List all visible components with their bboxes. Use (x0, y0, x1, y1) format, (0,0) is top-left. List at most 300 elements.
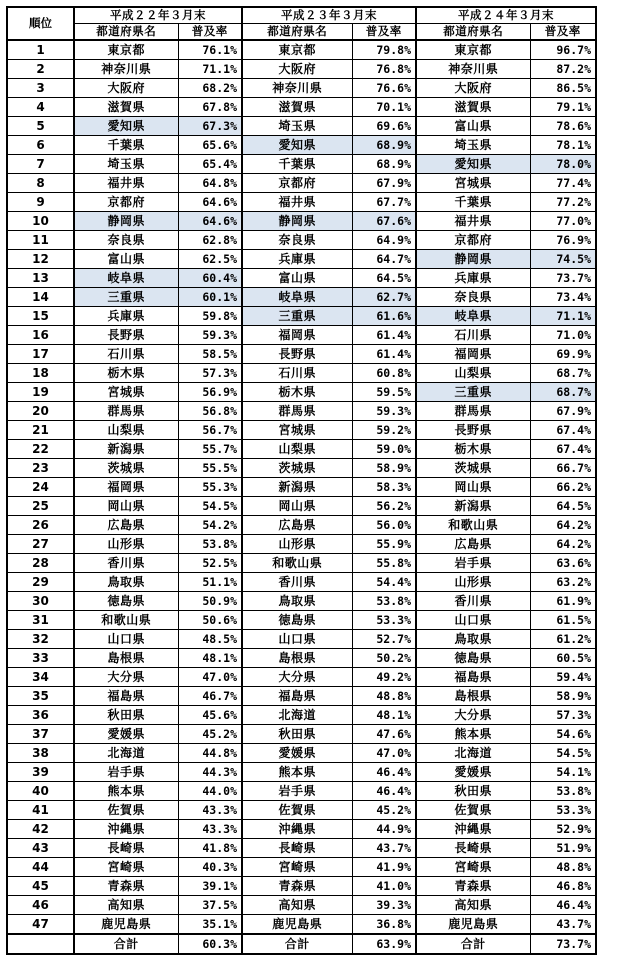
rank-cell: 21 (7, 421, 74, 440)
rate-value-h23: 56.2% (352, 497, 416, 516)
prefecture-name-h22: 高知県 (74, 896, 178, 915)
totals-label-h23: 合計 (242, 934, 352, 954)
rate-value-h23: 70.1% (352, 98, 416, 117)
prefecture-name-h24: 岡山県 (416, 478, 530, 497)
prefecture-name-h24: 岩手県 (416, 554, 530, 573)
table-row (7, 440, 596, 459)
table-row (7, 896, 596, 915)
rate-value-h23: 48.1% (352, 706, 416, 725)
rate-value-h23: 67.7% (352, 193, 416, 212)
prefecture-name-h24: 宮城県 (416, 174, 530, 193)
prefecture-name-h22: 埼玉県 (74, 155, 178, 174)
table-row (7, 858, 596, 877)
rank-header: 順位 (7, 7, 74, 40)
rate-value-h24: 64.2% (530, 516, 596, 535)
rate-value-h23: 79.8% (352, 40, 416, 60)
rate-value-h22: 48.1% (178, 649, 242, 668)
rate-value-h22: 67.8% (178, 98, 242, 117)
prefecture-name-h24: 埼玉県 (416, 136, 530, 155)
prefecture-name-h22: 山形県 (74, 535, 178, 554)
rate-value-h24: 63.2% (530, 573, 596, 592)
rate-value-h24: 74.5% (530, 250, 596, 269)
rank-cell: 10 (7, 212, 74, 231)
prefecture-name-h22: 群馬県 (74, 402, 178, 421)
rate-value-h23: 59.0% (352, 440, 416, 459)
prefecture-name-h23: 東京都 (242, 40, 352, 60)
table-row (7, 478, 596, 497)
rate-value-h23: 48.8% (352, 687, 416, 706)
rate-value-h24: 63.6% (530, 554, 596, 573)
rate-value-h24: 64.2% (530, 535, 596, 554)
prefecture-name-h24: 神奈川県 (416, 60, 530, 79)
rate-value-h22: 56.8% (178, 402, 242, 421)
rank-cell: 29 (7, 573, 74, 592)
rank-cell: 30 (7, 592, 74, 611)
rate-value-h23: 67.6% (352, 212, 416, 231)
prefecture-name-h22: 三重県 (74, 288, 178, 307)
table-row (7, 516, 596, 535)
prefecture-name-h22: 鳥取県 (74, 573, 178, 592)
rate-value-h23: 64.7% (352, 250, 416, 269)
rate-value-h23: 43.7% (352, 839, 416, 858)
prefecture-name-h22: 佐賀県 (74, 801, 178, 820)
rate-value-h23: 47.6% (352, 725, 416, 744)
rate-value-h22: 55.7% (178, 440, 242, 459)
prefecture-name-h22: 北海道 (74, 744, 178, 763)
table-row (7, 402, 596, 421)
prefecture-name-h23: 和歌山県 (242, 554, 352, 573)
rate-value-h22: 54.5% (178, 497, 242, 516)
rate-value-h22: 37.5% (178, 896, 242, 915)
rate-value-h24: 86.5% (530, 79, 596, 98)
rate-header-h23: 普及率 (352, 24, 416, 41)
table-row (7, 611, 596, 630)
prefecture-name-h23: 宮崎県 (242, 858, 352, 877)
rate-value-h23: 53.8% (352, 592, 416, 611)
prefecture-name-h22: 岐阜県 (74, 269, 178, 288)
rate-value-h23: 41.9% (352, 858, 416, 877)
rank-cell: 11 (7, 231, 74, 250)
rate-value-h22: 56.7% (178, 421, 242, 440)
rate-value-h22: 64.8% (178, 174, 242, 193)
prefecture-name-h24: 栃木県 (416, 440, 530, 459)
rank-cell: 33 (7, 649, 74, 668)
prefecture-name-h23: 愛媛県 (242, 744, 352, 763)
table-row (7, 459, 596, 478)
prefecture-name-h23: 福岡県 (242, 326, 352, 345)
prefecture-name-h24: 山形県 (416, 573, 530, 592)
rank-cell: 22 (7, 440, 74, 459)
prefecture-name-h22: 岩手県 (74, 763, 178, 782)
table-row (7, 383, 596, 402)
prefecture-name-h22: 宮城県 (74, 383, 178, 402)
prefecture-name-h22: 大阪府 (74, 79, 178, 98)
rate-value-h23: 59.5% (352, 383, 416, 402)
rate-value-h22: 51.1% (178, 573, 242, 592)
rate-value-h24: 59.4% (530, 668, 596, 687)
rate-value-h22: 44.8% (178, 744, 242, 763)
rank-cell: 39 (7, 763, 74, 782)
prefecture-name-h24: 福井県 (416, 212, 530, 231)
table-row (7, 649, 596, 668)
table-row (7, 345, 596, 364)
prefecture-name-h22: 宮崎県 (74, 858, 178, 877)
rank-cell: 23 (7, 459, 74, 478)
prefecture-name-h24: 群馬県 (416, 402, 530, 421)
prefecture-name-h24: 奈良県 (416, 288, 530, 307)
prefecture-name-h22: 京都府 (74, 193, 178, 212)
prefecture-name-h24: 島根県 (416, 687, 530, 706)
rank-cell: 46 (7, 896, 74, 915)
rate-value-h22: 58.5% (178, 345, 242, 364)
rank-cell: 18 (7, 364, 74, 383)
rate-value-h22: 56.9% (178, 383, 242, 402)
rate-value-h24: 73.7% (530, 269, 596, 288)
prefecture-name-h23: 佐賀県 (242, 801, 352, 820)
prefecture-name-h22: 栃木県 (74, 364, 178, 383)
prefecture-name-h22: 愛知県 (74, 117, 178, 136)
rate-value-h24: 76.9% (530, 231, 596, 250)
table-row (7, 706, 596, 725)
rate-value-h24: 77.2% (530, 193, 596, 212)
rate-value-h24: 48.8% (530, 858, 596, 877)
prefecture-name-h23: 山梨県 (242, 440, 352, 459)
rate-value-h24: 68.7% (530, 364, 596, 383)
prefecture-name-h23: 大分県 (242, 668, 352, 687)
rate-value-h23: 46.4% (352, 763, 416, 782)
prefecture-name-h23: 秋田県 (242, 725, 352, 744)
rank-cell: 44 (7, 858, 74, 877)
rate-value-h24: 54.6% (530, 725, 596, 744)
table-row (7, 364, 596, 383)
rate-value-h22: 71.1% (178, 60, 242, 79)
rank-cell: 2 (7, 60, 74, 79)
rate-value-h23: 68.9% (352, 136, 416, 155)
rank-cell: 27 (7, 535, 74, 554)
rate-value-h23: 76.6% (352, 79, 416, 98)
rate-value-h23: 45.2% (352, 801, 416, 820)
rank-cell: 35 (7, 687, 74, 706)
prefecture-name-h23: 愛知県 (242, 136, 352, 155)
rate-value-h22: 43.3% (178, 801, 242, 820)
rate-value-h23: 54.4% (352, 573, 416, 592)
rate-value-h24: 60.5% (530, 649, 596, 668)
rate-value-h23: 61.4% (352, 345, 416, 364)
rank-cell: 9 (7, 193, 74, 212)
prefecture-name-h23: 奈良県 (242, 231, 352, 250)
prefecture-name-h24: 東京都 (416, 40, 530, 60)
rate-value-h24: 79.1% (530, 98, 596, 117)
table-row (7, 630, 596, 649)
rate-value-h24: 96.7% (530, 40, 596, 60)
rate-value-h24: 78.0% (530, 155, 596, 174)
rank-cell: 16 (7, 326, 74, 345)
rate-value-h22: 41.8% (178, 839, 242, 858)
rate-value-h22: 45.6% (178, 706, 242, 725)
period-header-h23: 平成２３年３月末 (242, 7, 416, 24)
rate-value-h23: 36.8% (352, 915, 416, 935)
prefecture-name-h23: 高知県 (242, 896, 352, 915)
prefecture-name-h24: 鹿児島県 (416, 915, 530, 935)
rate-value-h22: 53.8% (178, 535, 242, 554)
rate-value-h22: 48.5% (178, 630, 242, 649)
prefecture-name-h22: 福井県 (74, 174, 178, 193)
prefecture-name-h22: 石川県 (74, 345, 178, 364)
rank-cell: 14 (7, 288, 74, 307)
prefecture-name-h23: 石川県 (242, 364, 352, 383)
rank-cell: 38 (7, 744, 74, 763)
rate-value-h22: 50.9% (178, 592, 242, 611)
prefecture-name-h23: 徳島県 (242, 611, 352, 630)
prefecture-name-h22: 静岡県 (74, 212, 178, 231)
prefecture-name-h23: 広島県 (242, 516, 352, 535)
rate-value-h24: 58.9% (530, 687, 596, 706)
prefecture-name-h23: 茨城県 (242, 459, 352, 478)
rank-cell: 6 (7, 136, 74, 155)
prefecture-name-h24: 京都府 (416, 231, 530, 250)
rank-cell: 36 (7, 706, 74, 725)
prefecture-name-h23: 群馬県 (242, 402, 352, 421)
prefecture-name-h23: 千葉県 (242, 155, 352, 174)
prefecture-name-h22: 和歌山県 (74, 611, 178, 630)
prefecture-name-h24: 山口県 (416, 611, 530, 630)
prefecture-name-h24: 北海道 (416, 744, 530, 763)
rank-cell: 4 (7, 98, 74, 117)
prefecture-name-h23: 三重県 (242, 307, 352, 326)
prefecture-name-h22: 大分県 (74, 668, 178, 687)
prefecture-name-h22: 山梨県 (74, 421, 178, 440)
table-row (7, 839, 596, 858)
rate-value-h22: 62.5% (178, 250, 242, 269)
rate-header-h24: 普及率 (530, 24, 596, 41)
table-row (7, 744, 596, 763)
prefecture-name-h22: 東京都 (74, 40, 178, 60)
rank-cell: 8 (7, 174, 74, 193)
rate-value-h23: 47.0% (352, 744, 416, 763)
table-row (7, 421, 596, 440)
prefecture-name-h24: 熊本県 (416, 725, 530, 744)
table-row (7, 98, 596, 117)
prefecture-name-h23: 沖縄県 (242, 820, 352, 839)
prefecture-name-h24: 大阪府 (416, 79, 530, 98)
rate-value-h22: 45.2% (178, 725, 242, 744)
rate-value-h23: 44.9% (352, 820, 416, 839)
prefecture-name-h24: 香川県 (416, 592, 530, 611)
rate-value-h24: 61.2% (530, 630, 596, 649)
prefecture-name-h22: 熊本県 (74, 782, 178, 801)
totals-label-h22: 合計 (74, 934, 178, 954)
table-row (7, 40, 596, 60)
rank-cell: 24 (7, 478, 74, 497)
prefecture-name-h22: 神奈川県 (74, 60, 178, 79)
rank-cell: 32 (7, 630, 74, 649)
prefecture-name-h22: 福島県 (74, 687, 178, 706)
rate-value-h23: 58.3% (352, 478, 416, 497)
prefecture-name-h24: 宮崎県 (416, 858, 530, 877)
rate-value-h22: 60.1% (178, 288, 242, 307)
rate-value-h24: 77.4% (530, 174, 596, 193)
rate-value-h22: 62.8% (178, 231, 242, 250)
prefecture-name-h24: 長崎県 (416, 839, 530, 858)
rate-value-h23: 60.8% (352, 364, 416, 383)
prefecture-name-h24: 大分県 (416, 706, 530, 725)
table-row (7, 801, 596, 820)
prefecture-name-h24: 兵庫県 (416, 269, 530, 288)
rate-value-h24: 68.7% (530, 383, 596, 402)
rate-value-h24: 54.5% (530, 744, 596, 763)
rank-cell: 15 (7, 307, 74, 326)
prefecture-name-h23: 岐阜県 (242, 288, 352, 307)
rate-value-h24: 53.8% (530, 782, 596, 801)
rate-value-h23: 68.9% (352, 155, 416, 174)
prefecture-name-h23: 京都府 (242, 174, 352, 193)
rate-value-h24: 73.4% (530, 288, 596, 307)
rate-header-h22: 普及率 (178, 24, 242, 41)
prefecture-name-h23: 滋賀県 (242, 98, 352, 117)
prefecture-name-h24: 和歌山県 (416, 516, 530, 535)
rank-cell: 17 (7, 345, 74, 364)
table-row (7, 668, 596, 687)
prefecture-name-h23: 長野県 (242, 345, 352, 364)
table-row (7, 155, 596, 174)
prefecture-name-h23: 長崎県 (242, 839, 352, 858)
table-row (7, 535, 596, 554)
rate-value-h22: 68.2% (178, 79, 242, 98)
rate-value-h24: 66.2% (530, 478, 596, 497)
prefecture-name-h22: 山口県 (74, 630, 178, 649)
table-row (7, 174, 596, 193)
prefecture-name-h22: 茨城県 (74, 459, 178, 478)
rank-cell: 41 (7, 801, 74, 820)
rank-cell: 19 (7, 383, 74, 402)
rank-cell: 20 (7, 402, 74, 421)
rate-value-h24: 61.5% (530, 611, 596, 630)
rate-value-h23: 76.8% (352, 60, 416, 79)
rate-value-h22: 65.4% (178, 155, 242, 174)
prefecture-name-h24: 鳥取県 (416, 630, 530, 649)
rate-value-h24: 69.9% (530, 345, 596, 364)
prefecture-name-h24: 愛知県 (416, 155, 530, 174)
rate-value-h23: 53.3% (352, 611, 416, 630)
prefecture-name-h22: 奈良県 (74, 231, 178, 250)
table-row (7, 554, 596, 573)
prefecture-name-h23: 富山県 (242, 269, 352, 288)
rate-value-h23: 67.9% (352, 174, 416, 193)
prefecture-name-h22: 新潟県 (74, 440, 178, 459)
rate-value-h23: 59.2% (352, 421, 416, 440)
prefecture-name-h23: 山口県 (242, 630, 352, 649)
rank-cell: 31 (7, 611, 74, 630)
name-header-h22: 都道府県名 (74, 24, 178, 41)
prefecture-name-h23: 神奈川県 (242, 79, 352, 98)
prefecture-name-h23: 兵庫県 (242, 250, 352, 269)
rank-cell: 25 (7, 497, 74, 516)
prefecture-name-h24: 福島県 (416, 668, 530, 687)
rate-value-h22: 50.6% (178, 611, 242, 630)
table-row (7, 877, 596, 896)
rank-cell: 47 (7, 915, 74, 935)
prefecture-name-h22: 広島県 (74, 516, 178, 535)
rate-value-h22: 55.3% (178, 478, 242, 497)
rate-value-h24: 66.7% (530, 459, 596, 478)
prefecture-name-h22: 香川県 (74, 554, 178, 573)
rate-value-h22: 39.1% (178, 877, 242, 896)
header-row-columns (7, 24, 596, 41)
rate-value-h22: 43.3% (178, 820, 242, 839)
prefecture-name-h23: 埼玉県 (242, 117, 352, 136)
rank-cell: 5 (7, 117, 74, 136)
rate-value-h24: 46.4% (530, 896, 596, 915)
prefecture-name-h23: 鹿児島県 (242, 915, 352, 935)
prefecture-name-h23: 北海道 (242, 706, 352, 725)
prefecture-name-h24: 滋賀県 (416, 98, 530, 117)
rate-value-h24: 52.9% (530, 820, 596, 839)
rank-cell: 12 (7, 250, 74, 269)
prefecture-name-h24: 愛媛県 (416, 763, 530, 782)
rate-value-h23: 64.9% (352, 231, 416, 250)
rate-value-h23: 49.2% (352, 668, 416, 687)
rank-cell: 34 (7, 668, 74, 687)
period-header-h24: 平成２４年３月末 (416, 7, 596, 24)
rate-value-h24: 61.9% (530, 592, 596, 611)
rank-cell: 13 (7, 269, 74, 288)
table-row (7, 212, 596, 231)
rate-value-h23: 52.7% (352, 630, 416, 649)
rate-value-h22: 35.1% (178, 915, 242, 935)
prefecture-name-h22: 沖縄県 (74, 820, 178, 839)
rate-value-h24: 43.7% (530, 915, 596, 935)
rate-value-h23: 64.5% (352, 269, 416, 288)
rate-value-h22: 67.3% (178, 117, 242, 136)
prefecture-name-h23: 福井県 (242, 193, 352, 212)
prefecture-name-h22: 兵庫県 (74, 307, 178, 326)
prefecture-name-h24: 新潟県 (416, 497, 530, 516)
rate-value-h24: 53.3% (530, 801, 596, 820)
rank-cell: 37 (7, 725, 74, 744)
prefecture-name-h24: 秋田県 (416, 782, 530, 801)
rate-value-h22: 44.0% (178, 782, 242, 801)
prefecture-name-h23: 静岡県 (242, 212, 352, 231)
table-row (7, 326, 596, 345)
period-header-h22: 平成２２年３月末 (74, 7, 242, 24)
prefecture-name-h24: 沖縄県 (416, 820, 530, 839)
prefecture-name-h24: 岐阜県 (416, 307, 530, 326)
rank-cell: 40 (7, 782, 74, 801)
prefecture-name-h23: 岡山県 (242, 497, 352, 516)
prefecture-name-h22: 鹿児島県 (74, 915, 178, 935)
name-header-h24: 都道府県名 (416, 24, 530, 41)
table-row (7, 782, 596, 801)
rank-cell: 26 (7, 516, 74, 535)
table-row (7, 193, 596, 212)
rate-value-h24: 54.1% (530, 763, 596, 782)
prefecture-name-h22: 岡山県 (74, 497, 178, 516)
rank-cell: 45 (7, 877, 74, 896)
rate-value-h22: 60.4% (178, 269, 242, 288)
prefecture-name-h24: 茨城県 (416, 459, 530, 478)
prefecture-name-h22: 千葉県 (74, 136, 178, 155)
rate-value-h24: 64.5% (530, 497, 596, 516)
rate-value-h22: 65.6% (178, 136, 242, 155)
rate-value-h24: 87.2% (530, 60, 596, 79)
prefecture-name-h23: 大阪府 (242, 60, 352, 79)
prefecture-name-h24: 高知県 (416, 896, 530, 915)
prefecture-name-h23: 青森県 (242, 877, 352, 896)
table-row (7, 725, 596, 744)
rank-cell: 3 (7, 79, 74, 98)
rate-value-h23: 55.9% (352, 535, 416, 554)
prefecture-name-h22: 長野県 (74, 326, 178, 345)
